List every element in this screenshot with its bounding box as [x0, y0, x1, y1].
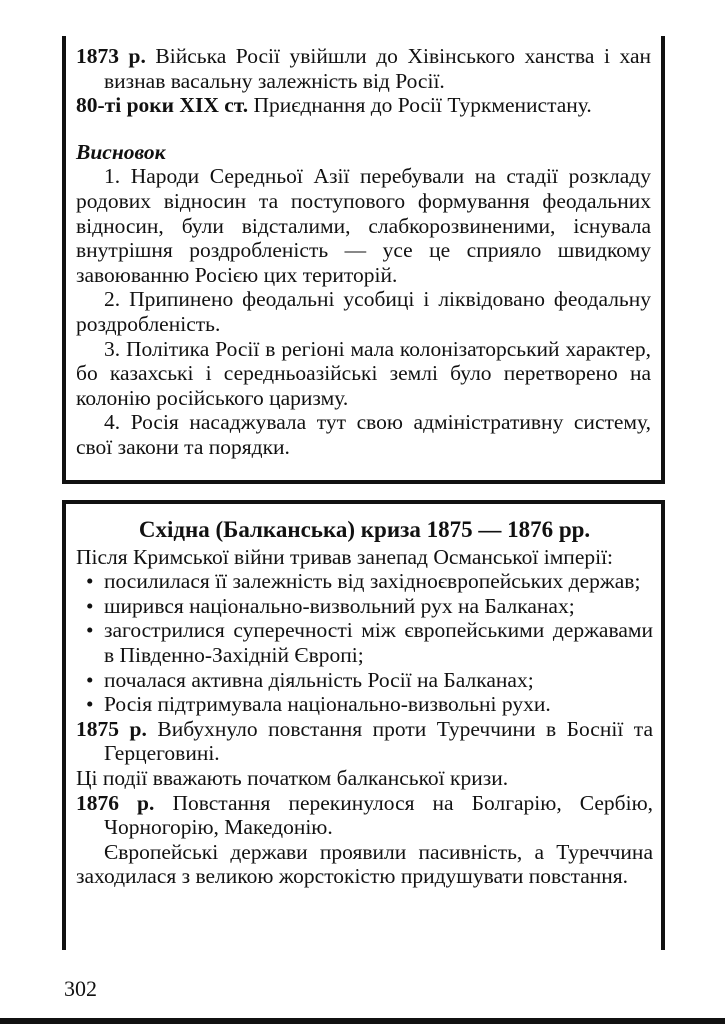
conclusion-item: 1. Народи Середньої Азії перебували на стадії розкладу родових відносин та поступового формування феодальних відносин, були відсталими, слабкорозвиненими, існувала внутрішня роздробленість — усе це сприяло швидкому завоюванню Росією цих територій. [76, 164, 651, 287]
note-1876: Європейські держави проявили пасивність, а Туреччина заходилася з великою жорстокістю придушувати повстання. [76, 839, 653, 889]
list-item-text: почалася активна діяльність Росії на Балканах; [104, 667, 534, 692]
entry-year: 80-ті роки XIX ст. [76, 93, 249, 118]
entry-year: 1875 р. [76, 716, 147, 741]
entry-year: 1873 р. [76, 44, 146, 68]
bullet-icon: • [86, 667, 94, 692]
conclusion-item: 3. Політика Росії в регіоні мала колонізаторський характер, бо казахські і середньоазійські землі було перетворено на колонію російського царизму. [76, 336, 651, 410]
entry-1875 [76, 717, 653, 766]
conclusion-item: 4. Росія насаджувала тут свою адміністративну систему, свої закони та порядки. [76, 410, 651, 459]
bullet-icon: • [86, 569, 94, 594]
conclusion-item: 2. Припинено феодальні усобиці і ліквідовано феодальну роздробленість. [76, 287, 651, 336]
section-title: Східна (Балканська) криза 1875 — 1876 рр. [138, 517, 591, 542]
bullet-icon: • [86, 692, 94, 717]
list-item-text: загострилися суперечності між європейськими державами в Південно-Західній Європі; [104, 618, 653, 667]
entry-80s [76, 93, 651, 118]
footer-rule [0, 1018, 725, 1024]
list-item [76, 569, 653, 594]
entry-text: Повстання перекинулося на Болгарію, Сербію, Чорногорію, Македонію. [104, 790, 654, 840]
list-item [76, 618, 653, 667]
entry-1876 [76, 791, 653, 840]
note-1875: Ці події вважають початком балканської кризи. [76, 765, 509, 790]
list-item-text: ширився національно-визвольний рух на Балканах; [104, 593, 575, 618]
bullet-icon: • [86, 593, 94, 618]
list-item [76, 692, 653, 717]
list-item-text: Росія підтримувала національно-визвольні рухи. [104, 692, 551, 717]
balkan-crisis-box [62, 500, 665, 950]
intro-text: Після Кримської війни тривав занепад Османської імперії: [76, 544, 614, 569]
list-item [76, 668, 653, 693]
conclusion-title: Висновок [76, 139, 166, 164]
list-item-text: посилилася її залежність від західноєвропейських держав; [104, 569, 641, 594]
page-number: 302 [64, 976, 97, 1001]
entry-text: Вибухнуло повстання проти Туреччини в Боснії та Герцеговині. [104, 716, 654, 766]
entry-year: 1876 р. [76, 790, 155, 815]
list-item [76, 594, 653, 619]
bullet-icon: • [86, 618, 94, 643]
entry-1873 [76, 44, 651, 93]
entry-text: Приєднання до Росії Туркменистану. [253, 93, 592, 118]
entry-text: Війська Росії увійшли до Хівінського ханства і хан визнав васальну залежність від Росії. [104, 44, 652, 93]
central-asia-box [62, 36, 665, 484]
